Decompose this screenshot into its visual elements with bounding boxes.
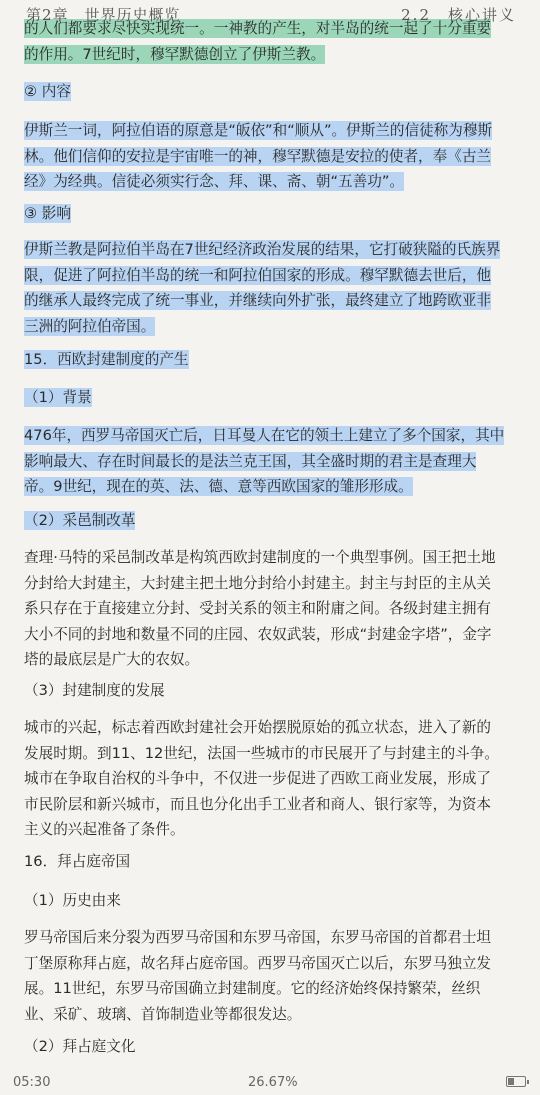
reader-header [0, 0, 540, 24]
heading-feudal-development[interactable]: （3）封建制度的发展 [24, 682, 165, 699]
reading-progress: 26.67% [248, 1075, 298, 1090]
heading-background[interactable]: （1）背景 [24, 389, 92, 406]
paragraph-byzantine-history[interactable]: 罗马帝国后来分裂为西罗马帝国和东罗马帝国，东罗马帝国的首都君士坦 丁堡原称拜占庭，故名拜占庭帝国。西罗马帝国灭亡以后，东罗马独立发 展。11世纪，东罗马帝国确立封建制度。它的经济始终保持繁荣，丝织 业、采矿、玻璃、首饰制造业等都很发达。 [24, 929, 492, 1023]
paragraph-unification[interactable]: 的人们都要求尽快实现统一。一神教的产生，对半岛的统一起了十分重要 的作用。7世纪时，穆罕默德创立了伊斯兰教。 [24, 20, 492, 63]
heading-section-16[interactable]: 16．拜占庭帝国 [24, 853, 131, 870]
battery-icon [506, 1076, 526, 1087]
heading-content[interactable]: ② 内容 [24, 83, 71, 100]
heading-byzantine-culture[interactable]: （2）拜占庭文化 [24, 1038, 136, 1055]
section-title: 2.2 核心讲义 [401, 6, 516, 24]
paragraph-fief-reform[interactable]: 查理·马特的采邑制改革是构筑西欧封建制度的一个典型事例。国王把土地 分封给大封建主，大封建主把土地分封给小封建主。封主与封臣的主从关 系只存在于直接建立分封、受封关系的领主和附庸之间。各级封建主拥有 大小不同的封地和数量不同的庄园、农奴武装，形成“封建金字塔”，金字 塔的最底层是广大的农奴。 [24, 549, 496, 668]
heading-section-15[interactable]: 15．西欧封建制度的产生 [24, 351, 189, 368]
paragraph-feudal-development[interactable]: 城市的兴起，标志着西欧封建社会开始摆脱原始的孤立状态，进入了新的 发展时期。到11、12世纪，法国一些城市的市民展开了与封建主的斗争。 城市在争取自治权的斗争中，不仅进一步促进了西欧工商业发展，形成了 市民阶层和新兴城市，而且也分化出手工业者和商人、银行家等，为资本 主义的兴起准备了条件。 [24, 719, 499, 838]
heading-influence[interactable]: ③ 影响 [24, 205, 71, 222]
clock: 05:30 [13, 1075, 51, 1090]
heading-history-origin[interactable]: （1）历史由来 [24, 892, 121, 909]
heading-fief-reform[interactable]: （2）采邑制改革 [24, 512, 136, 529]
paragraph-islam-influence[interactable]: 伊斯兰教是阿拉伯半岛在7世纪经济政治发展的结果，它打破狭隘的氏族界 限，促进了阿拉伯半岛的统一和阿拉伯国家的形成。穆罕默德去世后，他 的继承人最终完成了统一事业，并继续向外扩张，最终建立了地跨欧亚非 三洲的阿拉伯帝国。 [24, 241, 501, 335]
paragraph-background[interactable]: 476年，西罗马帝国灭亡后，日耳曼人在它的领土上建立了多个国家，其中 影响最大、存在时间最长的是法兰克王国，其全盛时期的君主是查理大 帝。9世纪，现在的英、法、德、意等西欧国家的雏形形成。 [24, 427, 505, 495]
paragraph-islam-content[interactable]: 伊斯兰一词，阿拉伯语的原意是“皈依”和“顺从”。伊斯兰的信徒称为穆斯 林。他们信仰的安拉是宇宙唯一的神，穆罕默德是安拉的使者，奉《古兰 经》为经典。信徒必须实行念、拜、课、斋、朝“五善功”。 [24, 122, 493, 190]
reader-status-bar [0, 1068, 540, 1095]
chapter-title: 第2章 世界历史概览 [26, 6, 181, 24]
